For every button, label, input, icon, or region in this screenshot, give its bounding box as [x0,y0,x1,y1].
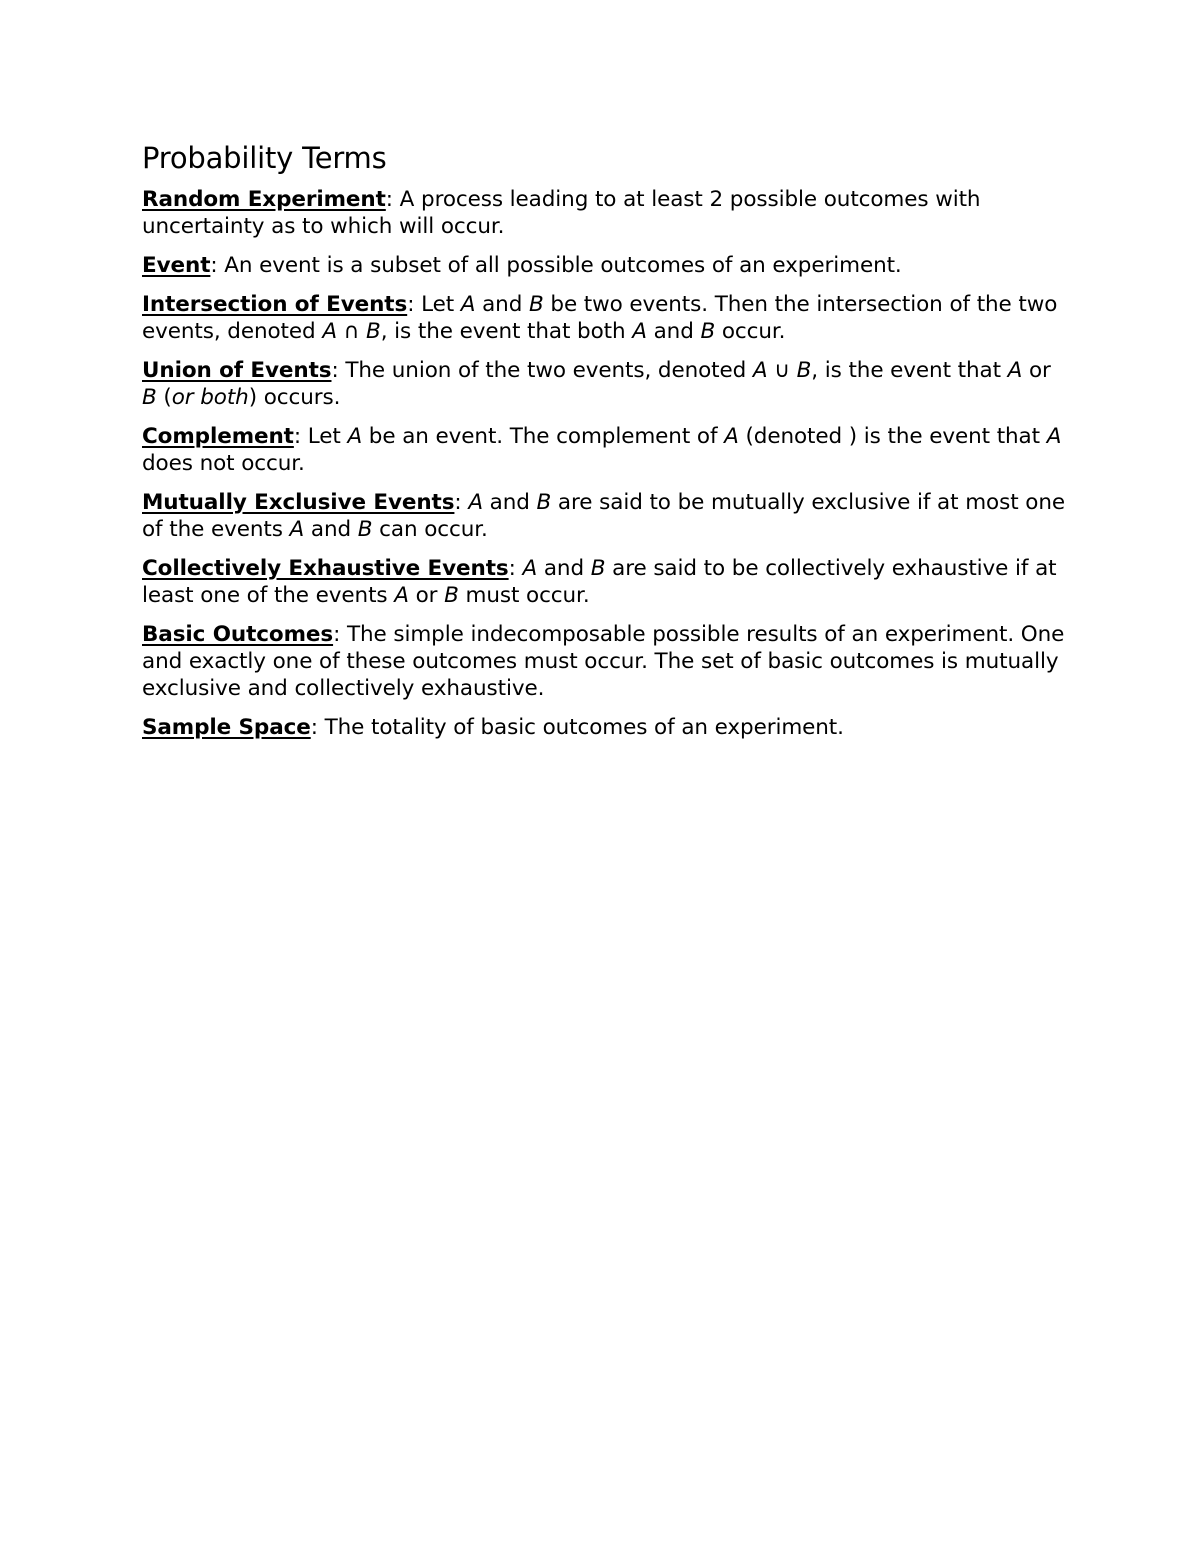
term-definition [142,252,1072,279]
definition-text: : The union of the two events, denoted [331,358,753,383]
definition-text: and [475,292,529,317]
math-symbol: A [1007,358,1023,383]
definition-text: : Let [293,424,348,449]
math-symbol: B [444,583,459,608]
term-name: Random Experiment [142,187,386,212]
definition-text: ) occurs. [248,385,341,410]
term-name: Complement [142,424,294,449]
definition-text: and [304,517,358,542]
definition-text: can occur. [372,517,488,542]
document-page [142,138,1072,753]
math-symbol: or both [171,385,249,410]
math-symbol: A [632,319,647,344]
math-symbol: B [590,556,606,581]
term-name: Union of Events [142,358,332,383]
math-symbol: A [468,490,483,515]
definition-text: must occur. [458,583,590,608]
definition-text: be an event. The complement of [362,424,725,449]
math-symbol: B [700,319,716,344]
definition-text: occur. [715,319,786,344]
definition-text: , is the event that [811,358,1008,383]
term-definition [142,423,1072,477]
definition-text: : The simple indecomposable possible results of an experiment. One and exactly one of these outcomes must occur. The set of basic outcomes is mutually exclusive and collectively exhaustive. [142,622,1065,701]
definition-text: are said to be collectively exhaustive if at least one of the events [142,556,1057,608]
math-symbol: A [522,556,538,581]
definition-text: : The totality of basic outcomes of an experiment. [310,715,844,740]
definition-text: (denoted ) is the event that [738,424,1047,449]
term-name: Mutually Exclusive Events [142,490,455,515]
definition-text: or [1022,358,1051,383]
math-symbol: B [142,385,157,410]
term-definition [142,357,1072,411]
math-symbol: A [289,517,305,542]
definition-text: and [646,319,701,344]
term-name: Collectively Exhaustive Events [142,556,509,581]
term-definition [142,186,1072,240]
definition-text: be two events. Then the intersection of the two events, denoted [142,292,1058,344]
definition-text: : Let [407,292,461,317]
math-symbol: A [460,292,476,317]
math-symbol: B [357,517,373,542]
definition-text: does not occur. [142,451,305,476]
definition-text: or [408,583,445,608]
math-symbol: A ∪ B [752,358,812,383]
terms-list [142,186,1072,741]
term-name: Basic Outcomes [142,622,334,647]
term-definition [142,714,1072,741]
definition-text: : A process leading to at least 2 possible outcomes with uncertainty as to which will occur. [142,187,981,239]
math-symbol: A [347,424,363,449]
term-definition [142,489,1072,543]
math-symbol: B [536,490,552,515]
math-symbol: A [724,424,739,449]
math-symbol: A [394,583,409,608]
term-name: Event [142,253,211,278]
math-symbol: A [1046,424,1062,449]
definition-text: : [508,556,523,581]
definition-text: and [537,556,591,581]
definition-text: : [454,490,469,515]
term-definition [142,621,1072,702]
definition-text: ( [156,385,172,410]
term-name: Intersection of Events [142,292,408,317]
math-symbol: A ∩ B [322,319,381,344]
math-symbol: B [529,292,544,317]
page-title: Probability Terms [142,141,387,175]
definition-text: and [482,490,537,515]
definition-text: are said to be mutually exclusive if at most one of the events [142,490,1065,542]
term-definition [142,555,1072,609]
definition-text: , is the event that both [380,319,633,344]
term-definition [142,291,1072,345]
term-name: Sample Space [142,715,311,740]
definition-text: : An event is a subset of all possible outcomes of an experiment. [210,253,902,278]
